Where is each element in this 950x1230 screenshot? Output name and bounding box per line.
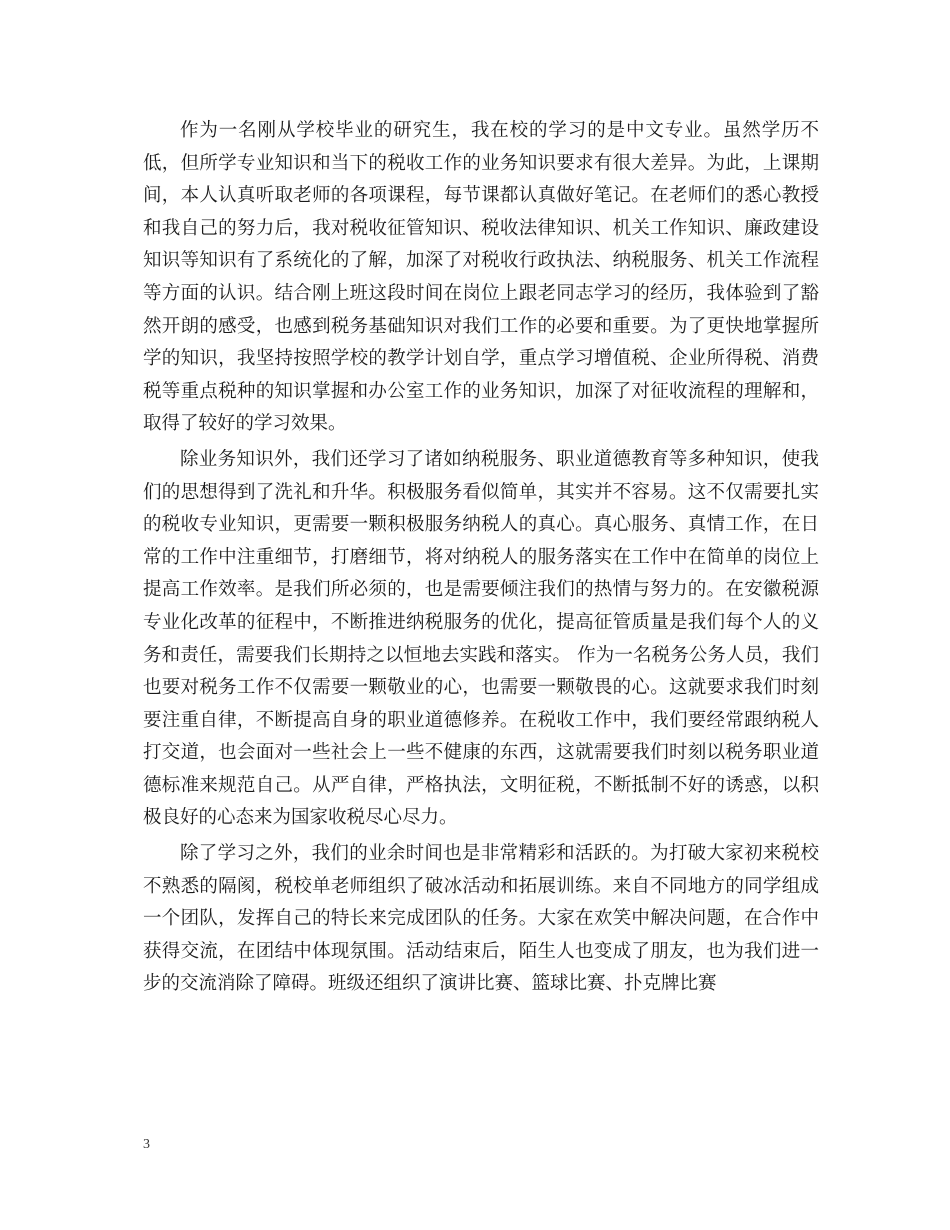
paragraph-study: 作为一名刚从学校毕业的研究生，我在校的学习的是中文专业。虽然学历不低，但所学专业知识和当下的税收工作的业务知识要求有很大差异。为此，上课期间，本人认真听取老师的各项课程，每节课都认真做好笔记。在老师们的悉心教授和我自己的努力后，我对税收征管知识、税收法律知识、机关工作知识、廉政建设知识等知识有了系统化的了解，加深了对税收行政执法、纳税服务、机关工作流程等方面的认识。结合刚上班这段时间在岗位上跟老同志学习的经历，我体验到了豁然开朗的感受，也感到税务基础知识对我们工作的必要和重要。为了更快地掌握所学的知识，我坚持按照学校的教学计划自学，重点学习增值税、企业所得税、消费税等重点税种的知识掌握和办公室工作的业务知识，加深了对征收流程的理解和，取得了较好的学习效果。 bbox=[143, 120, 819, 435]
document-body bbox=[143, 115, 819, 1004]
paragraph-service-ethics: 除业务知识外，我们还学习了诸如纳税服务、职业道德教育等多种知识，使我们的思想得到了洗礼和升华。积极服务看似简单，其实并不容易。这不仅需要扎实的税收专业知识，更需要一颗积极服务纳税人的真心。真心服务、真情工作，在日常的工作中注重细节，打磨细节，将对纳税人的服务落实在工作中在简单的岗位上提高工作效率。是我们所必须的，也是需要倾注我们的热情与努力的。在安徽税源专业化改革的征程中，不断推进纳税服务的优化，提高征管质量是我们每个人的义务和责任，需要我们长期持之以恒地去实践和落实。 作为一名税务公务人员，我们也要对税务工作不仅需要一颗敬业的心，也需要一颗敬畏的心。这就要求我们时刻要注重自律，不断提高自身的职业道德修养。在税收工作中，我们要经常跟纳税人打交道，也会面对一些社会上一些不健康的东西，这就需要我们时刻以税务职业道德标准来规范自己。从严自律，严格执法，文明征税，不断抵制不好的诱惑，以积极良好的心态来为国家收税尽心尽力。 bbox=[143, 448, 819, 829]
paragraph-activities: 除了学习之外，我们的业余时间也是非常精彩和活跃的。为打破大家初来税校不熟悉的隔阂，税校单老师组织了破冰活动和拓展训练。来自不同地方的同学组成一个团队，发挥自己的特长来完成团队的任务。大家在欢笑中解决问题，在合作中获得交流，在团结中体现氛围。活动结束后，陌生人也变成了朋友，也为我们进一步的交流消除了障碍。班级还组织了演讲比赛、篮球比赛、扑克牌比赛 bbox=[143, 843, 819, 995]
page-number: 3 bbox=[143, 1137, 150, 1152]
